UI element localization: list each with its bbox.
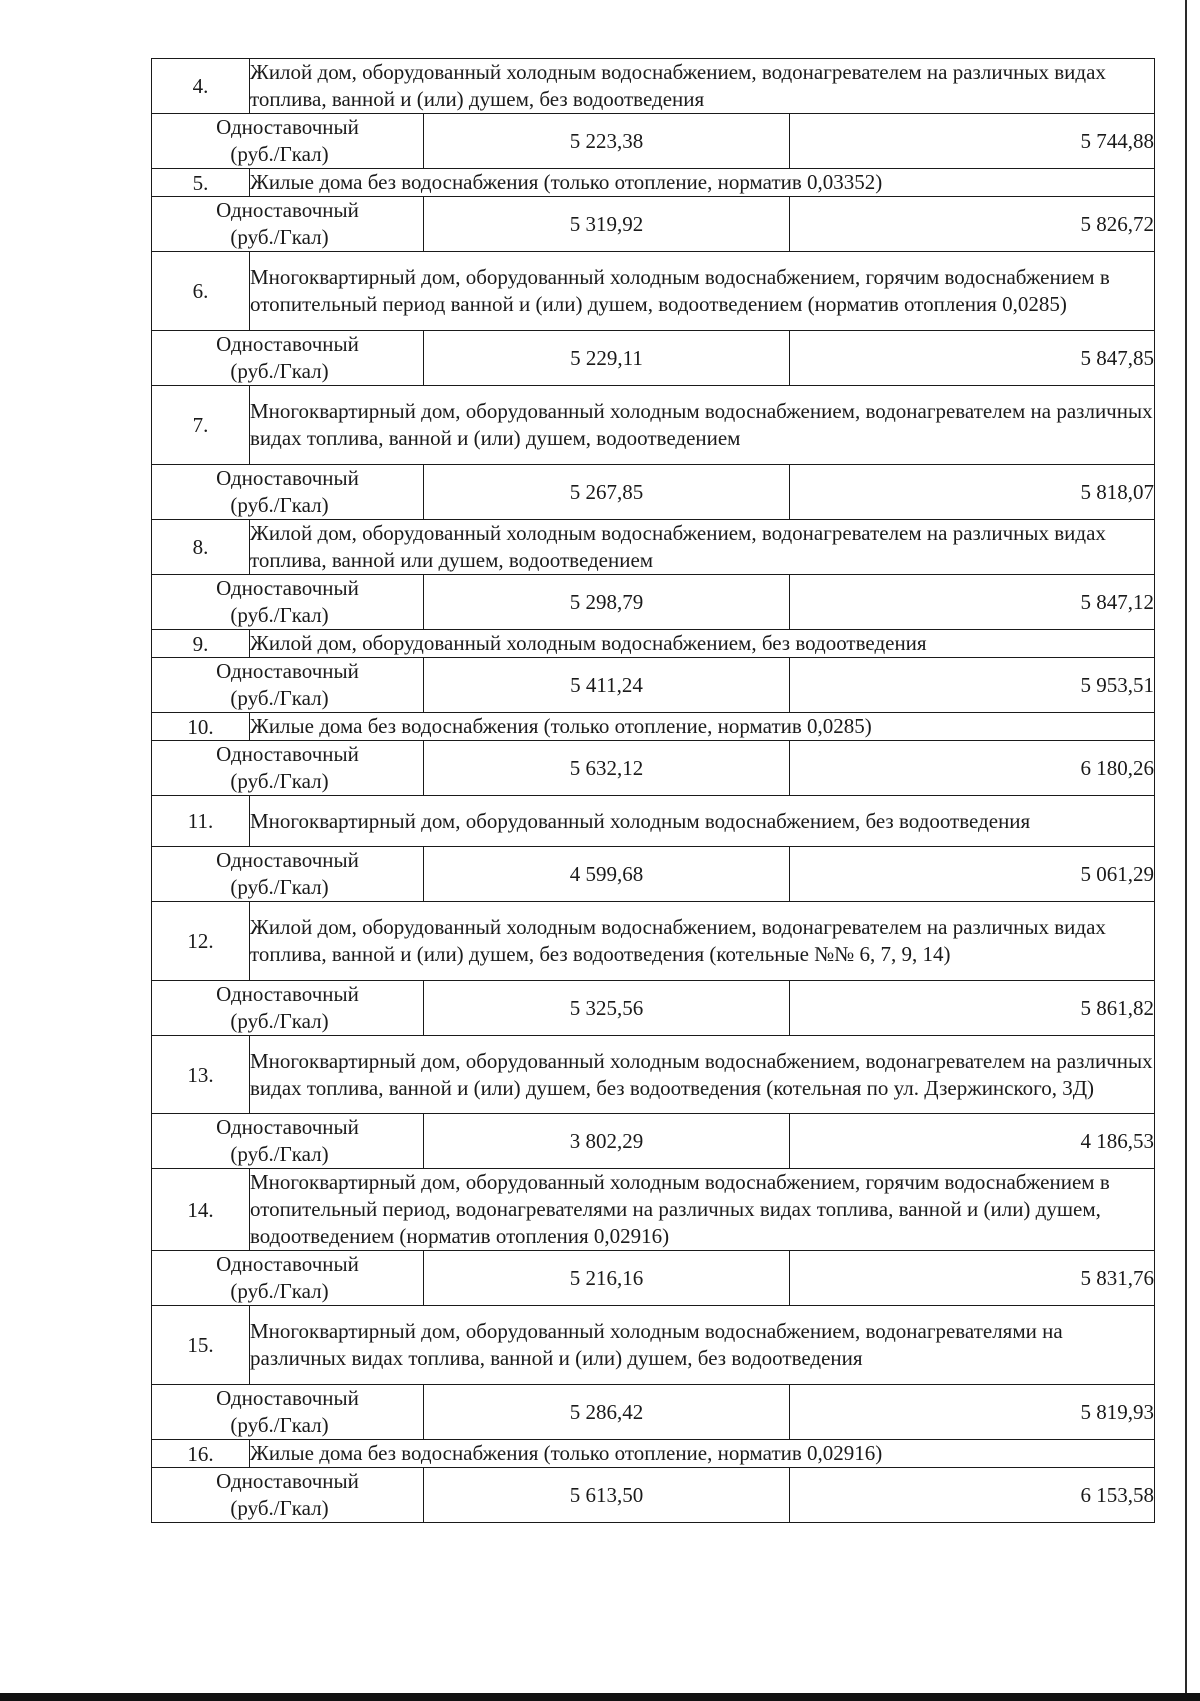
tariff-value-2: 6 180,26	[790, 741, 1155, 796]
scan-edge-bottom	[0, 1693, 1200, 1701]
tariff-row	[152, 981, 1155, 1036]
row-number: 11.	[152, 796, 250, 847]
tariff-table-body	[152, 59, 1155, 1523]
tariff-type-label: Одноставочный	[216, 1386, 359, 1410]
tariff-row	[152, 465, 1155, 520]
row-description: Многоквартирный дом, оборудованный холодным водоснабжением, водонагревателем на различных видах топлива, ванной и (или) душем, без водоотведения (котельная по ул. Дзержинского, 3Д)	[250, 1036, 1155, 1114]
row-number: 10.	[152, 713, 250, 741]
tariff-value-2: 6 153,58	[790, 1468, 1155, 1523]
tariff-type-cell	[152, 1468, 424, 1523]
row-number: 12.	[152, 902, 250, 981]
row-description: Жилой дом, оборудованный холодным водоснабжением, водонагревателем на различных видах топлива, ванной или душем, водоотведением	[250, 520, 1155, 575]
category-row	[152, 796, 1155, 847]
row-description: Многоквартирный дом, оборудованный холодным водоснабжением, горячим водоснабжением в отопительный период ванной и (или) душем, водоотведением (норматив отопления 0,0285)	[250, 252, 1155, 331]
tariff-table	[151, 58, 1155, 1523]
tariff-unit-label: (руб./Гкал)	[230, 1279, 329, 1303]
tariff-value-1: 5 613,50	[424, 1468, 790, 1523]
tariff-unit-label: (руб./Гкал)	[230, 603, 329, 627]
tariff-type-label: Одноставочный	[216, 115, 359, 139]
tariff-value-1: 5 319,92	[424, 197, 790, 252]
tariff-type-cell	[152, 658, 424, 713]
tariff-unit-label: (руб./Гкал)	[230, 1496, 329, 1520]
tariff-type-cell	[152, 847, 424, 902]
tariff-value-1: 5 229,11	[424, 331, 790, 386]
tariff-type-label: Одноставочный	[216, 982, 359, 1006]
tariff-value-2: 5 819,93	[790, 1385, 1155, 1440]
category-row	[152, 902, 1155, 981]
tariff-value-1: 3 802,29	[424, 1114, 790, 1169]
tariff-unit-label: (руб./Гкал)	[230, 493, 329, 517]
category-row	[152, 386, 1155, 465]
tariff-unit-label: (руб./Гкал)	[230, 875, 329, 899]
tariff-value-2: 5 826,72	[790, 197, 1155, 252]
row-description: Многоквартирный дом, оборудованный холодным водоснабжением, без водоотведения	[250, 796, 1155, 847]
tariff-type-label: Одноставочный	[216, 1469, 359, 1493]
row-description: Многоквартирный дом, оборудованный холодным водоснабжением, водонагревателями на различных видах топлива, ванной и (или) душем, без водоотведения	[250, 1306, 1155, 1385]
row-description: Жилой дом, оборудованный холодным водоснабжением, водонагревателем на различных видах топлива, ванной и (или) душем, без водоотведения (котельные №№ 6, 7, 9, 14)	[250, 902, 1155, 981]
row-description: Жилые дома без водоснабжения (только отопление, норматив 0,0285)	[250, 713, 1155, 741]
row-number: 14.	[152, 1169, 250, 1251]
tariff-value-2: 5 861,82	[790, 981, 1155, 1036]
category-row	[152, 1440, 1155, 1468]
tariff-type-label: Одноставочный	[216, 1252, 359, 1276]
row-description: Жилые дома без водоснабжения (только отопление, норматив 0,03352)	[250, 169, 1155, 197]
tariff-row	[152, 847, 1155, 902]
category-row	[152, 1306, 1155, 1385]
category-row	[152, 252, 1155, 331]
tariff-value-2: 5 061,29	[790, 847, 1155, 902]
row-number: 13.	[152, 1036, 250, 1114]
tariff-unit-label: (руб./Гкал)	[230, 225, 329, 249]
tariff-type-label: Одноставочный	[216, 466, 359, 490]
category-row	[152, 520, 1155, 575]
tariff-value-1: 5 216,16	[424, 1251, 790, 1306]
tariff-type-cell	[152, 465, 424, 520]
tariff-unit-label: (руб./Гкал)	[230, 359, 329, 383]
tariff-type-cell	[152, 1251, 424, 1306]
tariff-type-label: Одноставочный	[216, 848, 359, 872]
row-number: 4.	[152, 59, 250, 114]
tariff-row	[152, 331, 1155, 386]
tariff-type-label: Одноставочный	[216, 659, 359, 683]
tariff-value-2: 4 186,53	[790, 1114, 1155, 1169]
tariff-unit-label: (руб./Гкал)	[230, 1009, 329, 1033]
tariff-unit-label: (руб./Гкал)	[230, 686, 329, 710]
tariff-value-1: 5 325,56	[424, 981, 790, 1036]
tariff-row	[152, 197, 1155, 252]
tariff-type-label: Одноставочный	[216, 742, 359, 766]
tariff-value-2: 5 847,85	[790, 331, 1155, 386]
tariff-row	[152, 741, 1155, 796]
tariff-row	[152, 114, 1155, 169]
tariff-type-cell	[152, 197, 424, 252]
row-number: 6.	[152, 252, 250, 331]
scan-edge-right	[1185, 0, 1187, 1701]
tariff-value-1: 4 599,68	[424, 847, 790, 902]
category-row	[152, 1169, 1155, 1251]
tariff-unit-label: (руб./Гкал)	[230, 142, 329, 166]
tariff-type-cell	[152, 331, 424, 386]
tariff-row	[152, 1114, 1155, 1169]
row-description: Жилые дома без водоснабжения (только отопление, норматив 0,02916)	[250, 1440, 1155, 1468]
tariff-value-1: 5 298,79	[424, 575, 790, 630]
row-number: 9.	[152, 630, 250, 658]
tariff-row	[152, 1385, 1155, 1440]
tariff-type-cell	[152, 981, 424, 1036]
tariff-value-1: 5 411,24	[424, 658, 790, 713]
tariff-value-1: 5 223,38	[424, 114, 790, 169]
row-description: Жилой дом, оборудованный холодным водоснабжением, водонагревателем на различных видах топлива, ванной и (или) душем, без водоотведения	[250, 59, 1155, 114]
tariff-value-1: 5 632,12	[424, 741, 790, 796]
tariff-value-2: 5 847,12	[790, 575, 1155, 630]
tariff-unit-label: (руб./Гкал)	[230, 769, 329, 793]
tariff-value-1: 5 267,85	[424, 465, 790, 520]
tariff-type-cell	[152, 575, 424, 630]
tariff-row	[152, 1468, 1155, 1523]
category-row	[152, 713, 1155, 741]
tariff-value-2: 5 818,07	[790, 465, 1155, 520]
category-row	[152, 169, 1155, 197]
row-description: Жилой дом, оборудованный холодным водоснабжением, без водоотведения	[250, 630, 1155, 658]
row-number: 15.	[152, 1306, 250, 1385]
row-description: Многоквартирный дом, оборудованный холодным водоснабжением, водонагревателем на различных видах топлива, ванной и (или) душем, водоотведением	[250, 386, 1155, 465]
tariff-value-2: 5 953,51	[790, 658, 1155, 713]
category-row	[152, 1036, 1155, 1114]
category-row	[152, 630, 1155, 658]
row-number: 7.	[152, 386, 250, 465]
tariff-type-label: Одноставочный	[216, 576, 359, 600]
category-row	[152, 59, 1155, 114]
tariff-type-label: Одноставочный	[216, 198, 359, 222]
row-number: 5.	[152, 169, 250, 197]
tariff-type-cell	[152, 114, 424, 169]
tariff-type-label: Одноставочный	[216, 332, 359, 356]
tariff-unit-label: (руб./Гкал)	[230, 1413, 329, 1437]
row-number: 16.	[152, 1440, 250, 1468]
tariff-value-2: 5 744,88	[790, 114, 1155, 169]
row-description: Многоквартирный дом, оборудованный холодным водоснабжением, горячим водоснабжением в отопительный период, водонагревателями на различных видах топлива, ванной и (или) душем, водоотведением (норматив отопления 0,02916)	[250, 1169, 1155, 1251]
tariff-value-2: 5 831,76	[790, 1251, 1155, 1306]
row-number: 8.	[152, 520, 250, 575]
tariff-type-cell	[152, 1114, 424, 1169]
tariff-type-label: Одноставочный	[216, 1115, 359, 1139]
tariff-row	[152, 658, 1155, 713]
tariff-row	[152, 1251, 1155, 1306]
tariff-unit-label: (руб./Гкал)	[230, 1142, 329, 1166]
tariff-value-1: 5 286,42	[424, 1385, 790, 1440]
tariff-type-cell	[152, 1385, 424, 1440]
tariff-row	[152, 575, 1155, 630]
tariff-type-cell	[152, 741, 424, 796]
